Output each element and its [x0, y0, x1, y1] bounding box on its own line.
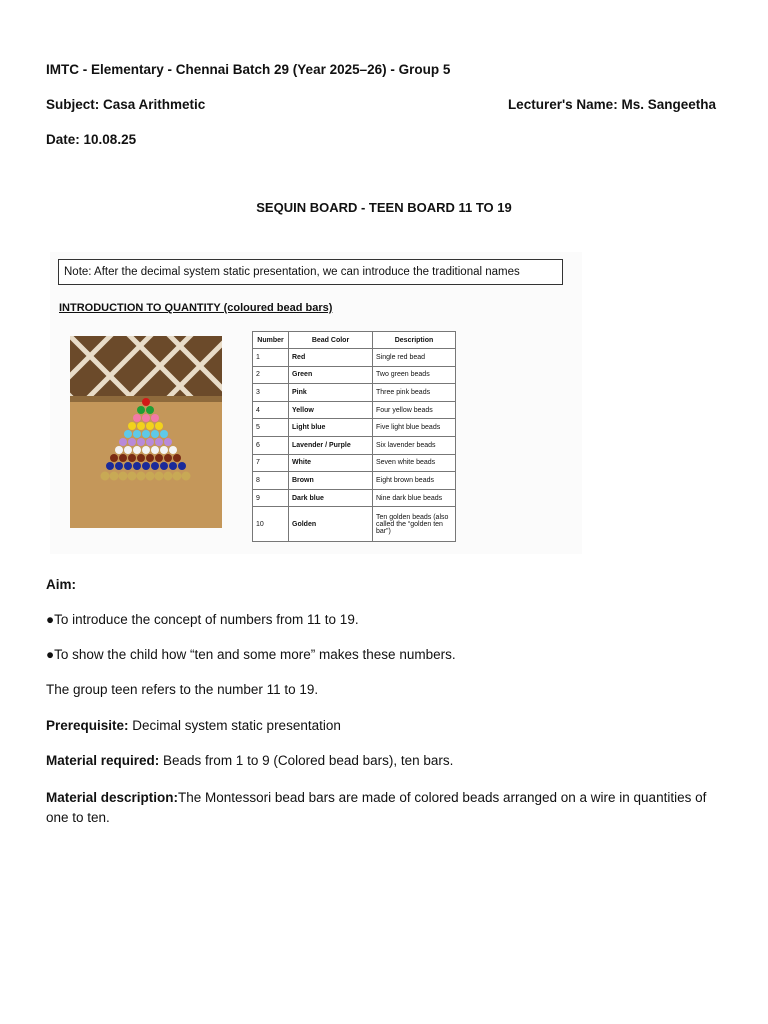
description-cell: Five light blue beads: [373, 419, 456, 437]
prerequisite-label: Prerequisite:: [46, 718, 129, 733]
description-cell: Nine dark blue beads: [373, 489, 456, 507]
description-cell: Ten golden beads (also called the “golden ten bar”): [373, 507, 456, 542]
prerequisite-value: Decimal system static presentation: [128, 718, 341, 733]
lecturer: [508, 97, 716, 112]
description-cell: Eight brown beads: [373, 472, 456, 490]
color-cell: Pink: [289, 384, 373, 402]
table-row: [253, 489, 456, 507]
teen-text: The group teen refers to the number 11 to 19.: [46, 682, 319, 697]
description-cell: Seven white beads: [373, 454, 456, 472]
description-cell: Six lavender beads: [373, 436, 456, 454]
aim-heading: Aim:: [46, 577, 76, 592]
material-label: Material required:: [46, 753, 160, 768]
number-cell: 8: [253, 472, 289, 490]
description-cell: Two green beads: [373, 366, 456, 384]
material-description-label: Material description:: [46, 790, 179, 805]
number-cell: 5: [253, 419, 289, 437]
number-cell: 2: [253, 366, 289, 384]
description-cell: Four yellow beads: [373, 401, 456, 419]
date-label: Date:: [46, 132, 80, 147]
table-row: [253, 419, 456, 437]
bead-stair-photo: [70, 336, 222, 528]
description-cell: Three pink beads: [373, 384, 456, 402]
table-row: [253, 472, 456, 490]
number-cell: 4: [253, 401, 289, 419]
color-cell: Lavender / Purple: [289, 436, 373, 454]
material-value: Beads from 1 to 9 (Colored bead bars), ten bars.: [159, 753, 454, 768]
column-header: Description: [373, 332, 456, 349]
table-row: [253, 401, 456, 419]
column-header: Bead Color: [289, 332, 373, 349]
column-header: Number: [253, 332, 289, 349]
color-cell: White: [289, 454, 373, 472]
color-cell: Brown: [289, 472, 373, 490]
color-cell: Golden: [289, 507, 373, 542]
color-cell: Green: [289, 366, 373, 384]
aim-point: ●To introduce the concept of numbers from 11 to 19.: [46, 612, 359, 627]
bead-color-table: [252, 331, 456, 542]
note-box: Note: After the decimal system static presentation, we can introduce the traditional names: [58, 259, 563, 285]
color-cell: Dark blue: [289, 489, 373, 507]
number-cell: 3: [253, 384, 289, 402]
page-title: SEQUIN BOARD - TEEN BOARD 11 TO 19: [256, 200, 512, 215]
intro-heading: INTRODUCTION TO QUANTITY (coloured bead bars): [59, 302, 333, 314]
prerequisite: [46, 718, 341, 733]
table-row: [253, 454, 456, 472]
material-required: [46, 753, 453, 768]
subject-lecturer-row: [46, 97, 716, 112]
bead-bars-figure: [50, 252, 582, 554]
table-row: [253, 349, 456, 367]
table-row: [253, 366, 456, 384]
number-cell: 7: [253, 454, 289, 472]
table-row: [253, 436, 456, 454]
number-cell: 10: [253, 507, 289, 542]
subject-value: Casa Arithmetic: [103, 97, 206, 112]
subject-label: Subject:: [46, 97, 100, 112]
table-row: [253, 384, 456, 402]
color-cell: Light blue: [289, 419, 373, 437]
material-description-value: The Montessori bead bars are made of colored beads arranged on a wire in quantities of one to ten.: [46, 790, 707, 825]
aim-point: ●To show the child how “ten and some more” makes these numbers.: [46, 647, 456, 662]
table-row: [253, 507, 456, 542]
lecturer-label: Lecturer's Name:: [507, 97, 618, 112]
number-cell: 1: [253, 349, 289, 367]
lecturer-value: Ms. Sangeetha: [621, 97, 716, 112]
description-cell: Single red bead: [373, 349, 456, 367]
color-cell: Red: [289, 349, 373, 367]
number-cell: 6: [253, 436, 289, 454]
number-cell: 9: [253, 489, 289, 507]
material-description: [46, 788, 726, 828]
color-cell: Yellow: [289, 401, 373, 419]
date-row: [46, 132, 136, 147]
date-value: 10.08.25: [83, 132, 137, 147]
table-header-row: [253, 332, 456, 349]
course-header: IMTC - Elementary - Chennai Batch 29 (Year 2025–26) - Group 5: [46, 62, 451, 77]
